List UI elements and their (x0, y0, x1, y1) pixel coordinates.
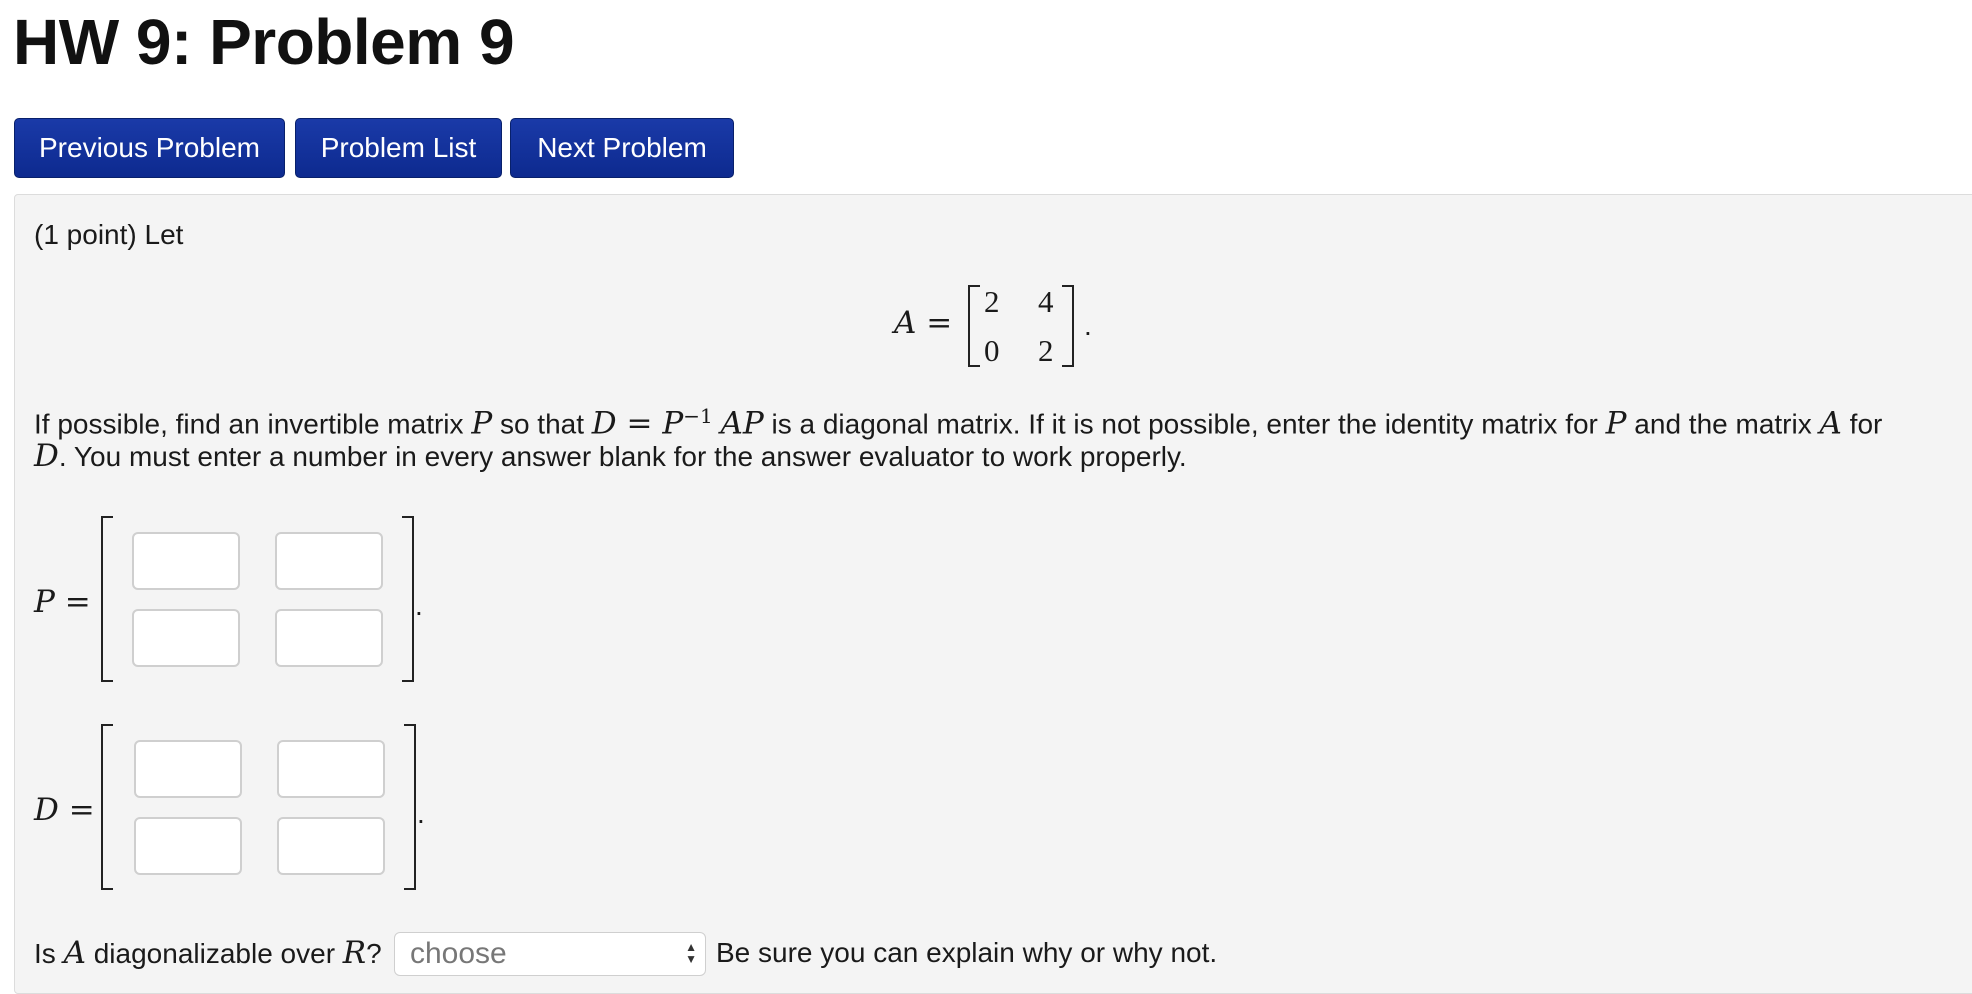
d-entry-1-1[interactable] (134, 740, 242, 798)
instruction-text: and the matrix (1634, 408, 1812, 440)
period: . (415, 590, 423, 621)
instruction-text-line-2 (34, 436, 1187, 477)
matrix-a-cell: 2 (984, 284, 1000, 319)
matrix-a-right-bracket (1062, 285, 1074, 367)
d-entry-2-2[interactable] (277, 817, 385, 875)
problem-intro: (1 point) Let (34, 219, 184, 250)
matrix-d-right-bracket (404, 724, 416, 890)
diagonalizable-question (34, 933, 382, 974)
p-entry-1-2[interactable] (275, 532, 383, 590)
d-entry-2-1[interactable] (134, 817, 242, 875)
p-entry-2-2[interactable] (275, 609, 383, 667)
p-entry-2-1[interactable] (132, 609, 240, 667)
matrix-p-label: P = (34, 584, 91, 620)
matrix-d-left-bracket (101, 724, 113, 890)
instruction-text: for (1849, 408, 1883, 440)
instruction-text: is a diagonal matrix. If it is not possible, enter the identity matrix for (771, 408, 1598, 440)
instruction-text: . You must enter a number in every answer blank for the answer evaluator to work properly. (58, 441, 1187, 472)
question-text: Is (34, 938, 56, 969)
question-suffix: Be sure you can explain why or why not. (716, 937, 1218, 968)
equation-d-eq-p: D = P (591, 405, 684, 442)
matrix-a-cell: 4 (1038, 284, 1054, 319)
question-mark: ? (366, 938, 382, 969)
select-value: choose (410, 937, 507, 970)
instruction-text: If possible, find an invertible matrix (34, 408, 464, 440)
matrix-d-label: D = (34, 792, 95, 828)
period: . (1084, 310, 1092, 341)
question-text: diagonalizable over (93, 938, 336, 969)
var-d: D (34, 438, 59, 474)
var-p: P (471, 405, 493, 442)
previous-problem-button[interactable]: Previous Problem (14, 118, 285, 178)
matrix-a-label: A = (894, 305, 953, 341)
matrix-p-right-bracket (402, 516, 414, 682)
equation-ap: AP (720, 405, 764, 442)
diagonalizable-select[interactable] (394, 932, 706, 976)
instruction-text: so that (499, 408, 585, 440)
d-entry-1-2[interactable] (277, 740, 385, 798)
var-a: A (63, 935, 86, 971)
var-p: P (1605, 405, 1627, 442)
equation-exponent: −1 (683, 404, 713, 428)
var-r: R (342, 935, 367, 971)
p-entry-1-1[interactable] (132, 532, 240, 590)
next-problem-button[interactable]: Next Problem (510, 118, 734, 178)
matrix-a-cell: 2 (1038, 333, 1054, 368)
select-arrows-icon: ▲ ▼ (685, 940, 697, 966)
problem-list-button[interactable]: Problem List (295, 118, 502, 178)
matrix-p-left-bracket (101, 516, 113, 682)
page-title: HW 9: Problem 9 (13, 6, 515, 78)
matrix-a-left-bracket (968, 285, 980, 367)
var-a: A (1819, 405, 1842, 442)
matrix-a-cell: 0 (984, 333, 1000, 368)
period: . (417, 798, 425, 829)
